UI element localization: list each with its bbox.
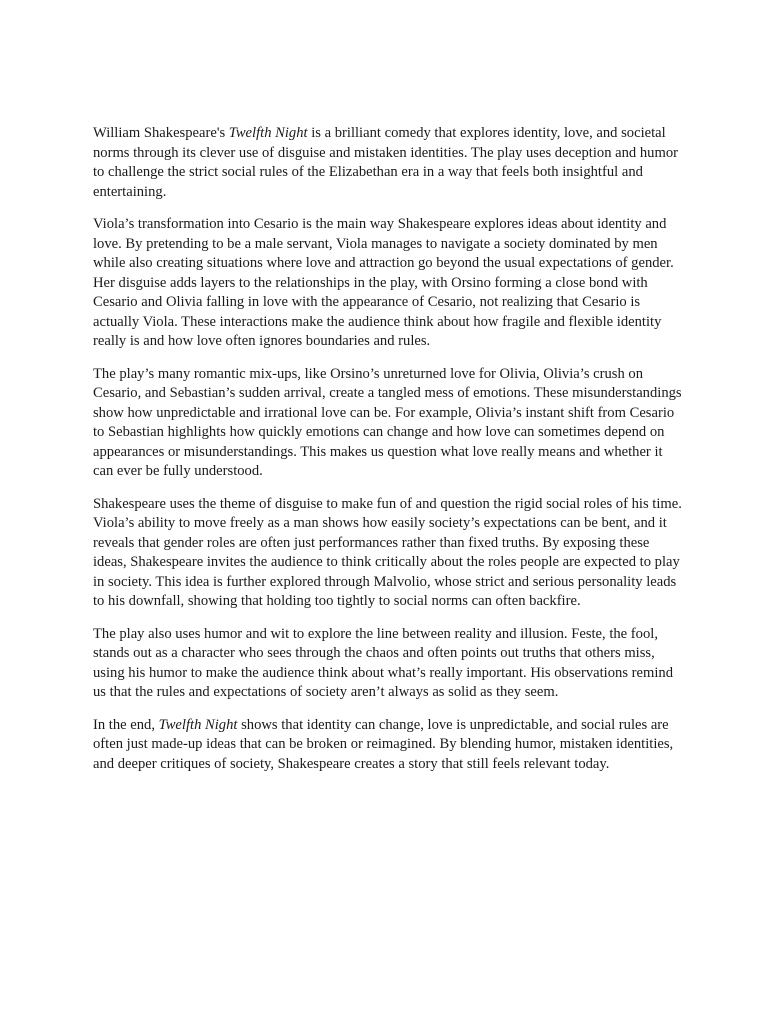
essay-document [93, 124, 683, 787]
play-title-italic: Twelfth Night [158, 716, 238, 733]
paragraph-text-after: is a brilliant comedy that explores identity, love, and societal norms through its clever use of disguise and mistaken identities. The play uses deception and humor to challenge the strict social rules of the Elizabethan era in a way that feels both insightful and entertaining. [93, 125, 678, 200]
paragraph-conclusion [93, 716, 683, 775]
paragraph-viola-cesario: Viola’s transformation into Cesario is the main way Shakespeare explores ideas about identity and love. By pretending to be a male servant, Viola manages to navigate a society dominated by men while also creating situations where love and attraction go beyond the usual expectations of gender. Her disguise adds layers to the relationships in the play, with Orsino forming a close bond with Cesario and Olivia falling in love with the appearance of Cesario, not realizing that Cesario is actually Viola. These interactions make the audience think about how fragile and flexible identity really is and how love often ignores boundaries and rules. [93, 216, 674, 349]
paragraph-romantic-mixups: The play’s many romantic mix-ups, like Orsino’s unreturned love for Olivia, Olivia’s crush on Cesario, and Sebastian’s sudden arrival, create a tangled mess of emotions. These misunderstandings show how unpredictable and irrational love can be. For example, Olivia’s instant shift from Cesario to Sebastian highlights how quickly emotions can change and how love can sometimes depend on appearances or misunderstandings. This makes us question what love really means and whether it can ever be fully understood. [93, 365, 682, 479]
paragraph-humor-wit: The play also uses humor and wit to explore the line between reality and illusion. Feste, the fool, stands out as a character who sees through the chaos and often points out truths that others miss, using his humor to make the audience think about what’s really important. His observations remind us that the rules and expectations of society aren’t always as solid as they seem. [93, 625, 673, 700]
paragraph-text-before: William Shakespeare's [93, 125, 229, 141]
paragraph-introduction [93, 124, 683, 202]
paragraph-disguise-social-roles: Shakespeare uses the theme of disguise to make fun of and question the rigid social roles of his time. Viola’s ability to move freely as a man shows how easily society’s expectations can be bent, and it reveals that gender roles are often just performances rather than fixed truths. By exposing these ideas, Shakespeare invites the audience to think critically about the roles people are expected to play in society. This idea is further explored through Malvolio, whose strict and serious personality leads to his downfall, showing that holding too tightly to social norms can often backfire. [93, 495, 682, 609]
paragraph-text-before: In the end, [93, 716, 159, 733]
paragraph-text-after: shows that identity can change, love is unpredictable, and social rules are often just made-up ideas that can be broken or reimagined. By blending humor, mistaken identities, and deeper critiques of society, Shakespeare creates a story that still feels relevant today. [93, 716, 674, 772]
play-title-italic: Twelfth Night [228, 125, 308, 141]
